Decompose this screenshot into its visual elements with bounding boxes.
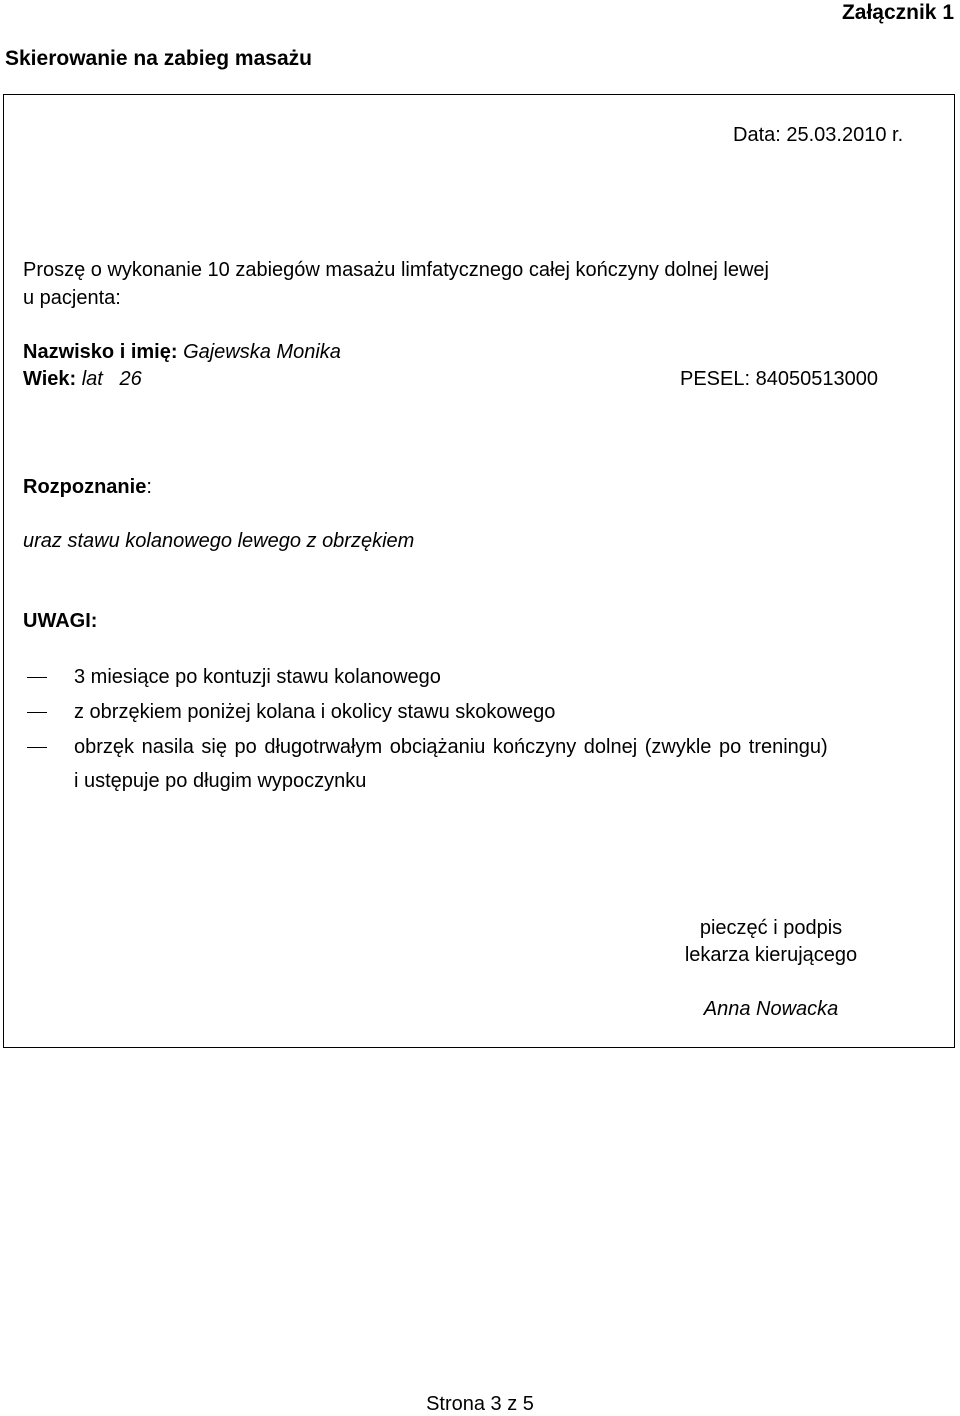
stamp-signature-block [651, 916, 891, 1026]
note-item: 3 miesiące po kontuzji stawu kolanowego [74, 666, 441, 688]
page-number: Strona 3 z 5 [426, 1393, 534, 1415]
attachment-label: Załącznik 1 [841, 1, 954, 24]
document-title: Skierowanie na zabieg masażu [5, 47, 312, 70]
request-text-line-1: Proszę o wykonanie 10 zabiegów masażu limfatycznego całej kończyny dolnej lewej [23, 259, 769, 281]
diagnosis-text: uraz stawu kolanowego lewego z obrzękiem [23, 530, 415, 552]
list-dash-icon [27, 712, 47, 713]
diagnosis-label-row [23, 475, 152, 499]
diagnosis-label: Rozpoznanie [23, 476, 147, 498]
notes-label: UWAGI: [23, 610, 98, 632]
referral-form-frame [3, 94, 955, 1048]
pesel: PESEL: 84050513000 [680, 368, 878, 390]
patient-age: lat 26 [81, 368, 142, 390]
patient-name: Gajewska Monika [183, 341, 341, 363]
request-text-line-2: u pacjenta: [23, 287, 121, 309]
patient-name-row [23, 340, 341, 364]
age-label: Wiek: [23, 368, 77, 390]
name-label: Nazwisko i imię: [23, 341, 178, 363]
note-item-continuation: i ustępuje po długim wypoczynku [74, 770, 367, 792]
list-dash-icon [27, 677, 47, 678]
stamp-label-2: lekarza kierującego [684, 944, 858, 966]
list-dash-icon [27, 747, 47, 748]
doctor-name: Anna Nowacka [703, 998, 839, 1020]
diagnosis-colon: : [146, 476, 152, 498]
stamp-label: pieczęć i podpis [699, 917, 843, 939]
note-item: obrzęk nasila się po długotrwałym obciążaniu kończyny dolnej (zwykle po treningu) [74, 736, 828, 758]
patient-age-row [23, 367, 142, 391]
date: Data: 25.03.2010 r. [733, 124, 904, 146]
note-item: z obrzękiem poniżej kolana i okolicy stawu skokowego [74, 701, 556, 723]
